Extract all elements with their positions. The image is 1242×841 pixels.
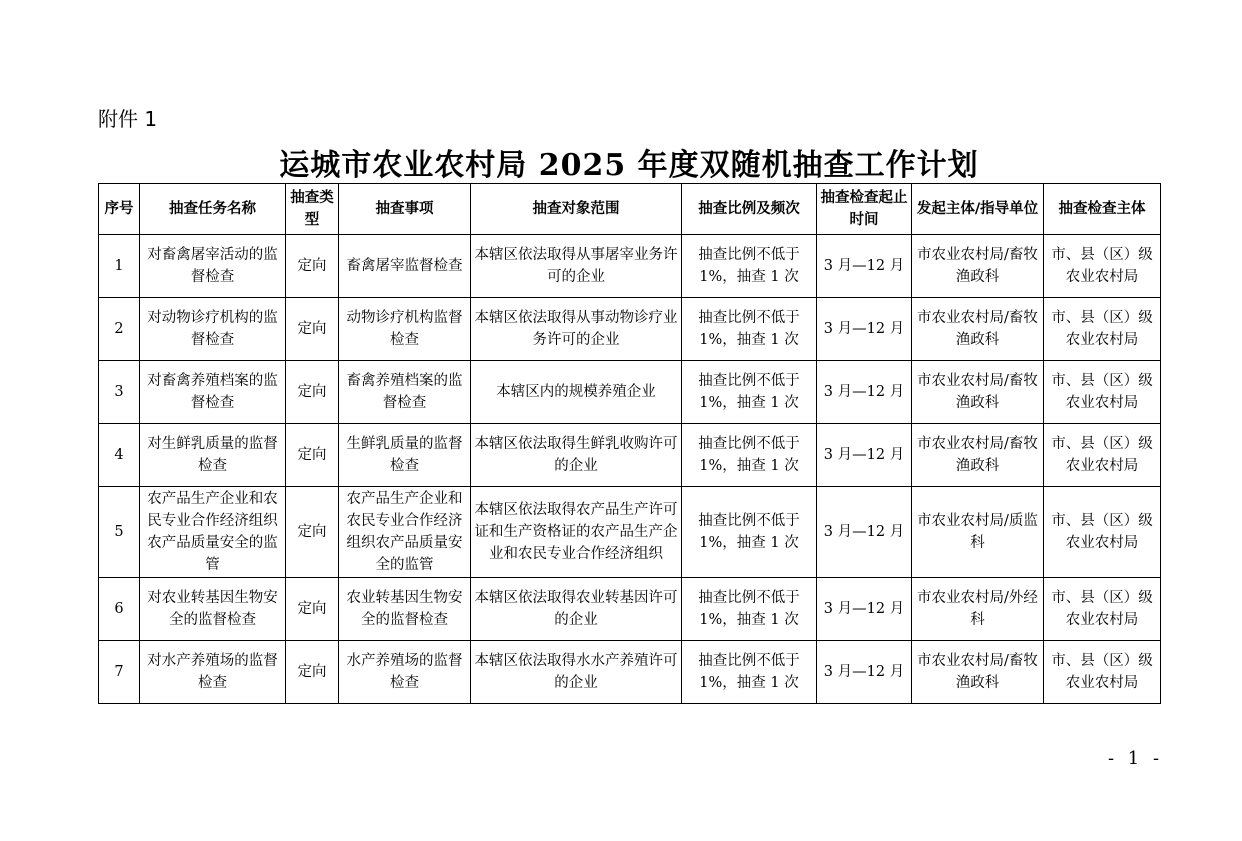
cell-period: 3 月—12 月 [817,298,912,361]
cell-task: 对动物诊疗机构的监督检查 [140,298,286,361]
cell-ratio: 抽查比例不低于1%，抽查 1 次 [682,235,817,298]
cell-task: 对农业转基因生物安全的监督检查 [140,578,286,641]
cell-initiator: 市农业农村局/畜牧渔政科 [912,235,1044,298]
cell-type: 定向 [286,578,339,641]
header-cell: 发起主体/指导单位 [912,184,1044,235]
table-row [99,235,1161,298]
cell-type: 定向 [286,424,339,487]
header-cell: 抽查检查主体 [1044,184,1161,235]
cell-no: 6 [99,578,140,641]
cell-initiator: 市农业农村局/质监科 [912,487,1044,578]
cell-period: 3 月—12 月 [817,641,912,704]
cell-body: 市、县（区）级农业农村局 [1044,361,1161,424]
cell-ratio: 抽查比例不低于1%，抽查 1 次 [682,578,817,641]
cell-no: 5 [99,487,140,578]
table-row [99,361,1161,424]
cell-body: 市、县（区）级农业农村局 [1044,641,1161,704]
page-number: - 1 - [1108,748,1164,769]
table-row [99,487,1161,578]
header-cell: 抽查事项 [339,184,471,235]
cell-period: 3 月—12 月 [817,578,912,641]
cell-body: 市、县（区）级农业农村局 [1044,235,1161,298]
header-cell: 抽查任务名称 [140,184,286,235]
table-row [99,578,1161,641]
cell-period: 3 月—12 月 [817,235,912,298]
header-cell: 抽查比例及频次 [682,184,817,235]
cell-task: 对生鲜乳质量的监督检查 [140,424,286,487]
cell-type: 定向 [286,298,339,361]
cell-scope: 本辖区依法取得生鲜乳收购许可的企业 [471,424,682,487]
header-cell: 抽查类型 [286,184,339,235]
cell-item: 农产品生产企业和农民专业合作经济组织农产品质量安全的监管 [339,487,471,578]
header-cell: 抽查检查起止时间 [817,184,912,235]
cell-initiator: 市农业农村局/畜牧渔政科 [912,361,1044,424]
cell-type: 定向 [286,487,339,578]
cell-scope: 本辖区依法取得水水产养殖许可的企业 [471,641,682,704]
cell-body: 市、县（区）级农业农村局 [1044,578,1161,641]
attachment-label: 附件 1 [98,107,158,131]
header-cell: 序号 [99,184,140,235]
cell-body: 市、县（区）级农业农村局 [1044,298,1161,361]
cell-body: 市、县（区）级农业农村局 [1044,424,1161,487]
cell-item: 农业转基因生物安全的监督检查 [339,578,471,641]
cell-initiator: 市农业农村局/畜牧渔政科 [912,424,1044,487]
inspection-plan-table [98,183,1161,704]
cell-scope: 本辖区依法取得农业转基因许可的企业 [471,578,682,641]
cell-item: 动物诊疗机构监督检查 [339,298,471,361]
cell-ratio: 抽查比例不低于1%，抽查 1 次 [682,298,817,361]
cell-no: 4 [99,424,140,487]
document-title: 运城市农业农村局 2025 年度双随机抽查工作计划 [279,148,979,183]
table-header-row [99,184,1161,235]
cell-initiator: 市农业农村局/外经科 [912,578,1044,641]
header-cell: 抽查对象范围 [471,184,682,235]
cell-item: 水产养殖场的监督检查 [339,641,471,704]
cell-item: 畜禽养殖档案的监督检查 [339,361,471,424]
cell-ratio: 抽查比例不低于1%，抽查 1 次 [682,487,817,578]
cell-period: 3 月—12 月 [817,487,912,578]
cell-ratio: 抽查比例不低于1%，抽查 1 次 [682,424,817,487]
cell-no: 7 [99,641,140,704]
cell-item: 生鲜乳质量的监督检查 [339,424,471,487]
cell-ratio: 抽查比例不低于1%，抽查 1 次 [682,361,817,424]
cell-no: 3 [99,361,140,424]
cell-type: 定向 [286,235,339,298]
table-row [99,424,1161,487]
cell-body: 市、县（区）级农业农村局 [1044,487,1161,578]
cell-task: 农产品生产企业和农民专业合作经济组织农产品质量安全的监管 [140,487,286,578]
cell-scope: 本辖区依法取得从事屠宰业务许可的企业 [471,235,682,298]
table-row [99,641,1161,704]
cell-period: 3 月—12 月 [817,361,912,424]
cell-type: 定向 [286,361,339,424]
cell-item: 畜禽屠宰监督检查 [339,235,471,298]
cell-scope: 本辖区依法取得从事动物诊疗业务许可的企业 [471,298,682,361]
cell-no: 1 [99,235,140,298]
cell-scope: 本辖区依法取得农产品生产许可证和生产资格证的农产品生产企业和农民专业合作经济组织 [471,487,682,578]
cell-ratio: 抽查比例不低于1%，抽查 1 次 [682,641,817,704]
cell-type: 定向 [286,641,339,704]
cell-no: 2 [99,298,140,361]
cell-task: 对水产养殖场的监督检查 [140,641,286,704]
cell-scope: 本辖区内的规模养殖企业 [471,361,682,424]
cell-initiator: 市农业农村局/畜牧渔政科 [912,641,1044,704]
cell-task: 对畜禽养殖档案的监督检查 [140,361,286,424]
cell-initiator: 市农业农村局/畜牧渔政科 [912,298,1044,361]
table-row [99,298,1161,361]
cell-task: 对畜禽屠宰活动的监督检查 [140,235,286,298]
cell-period: 3 月—12 月 [817,424,912,487]
